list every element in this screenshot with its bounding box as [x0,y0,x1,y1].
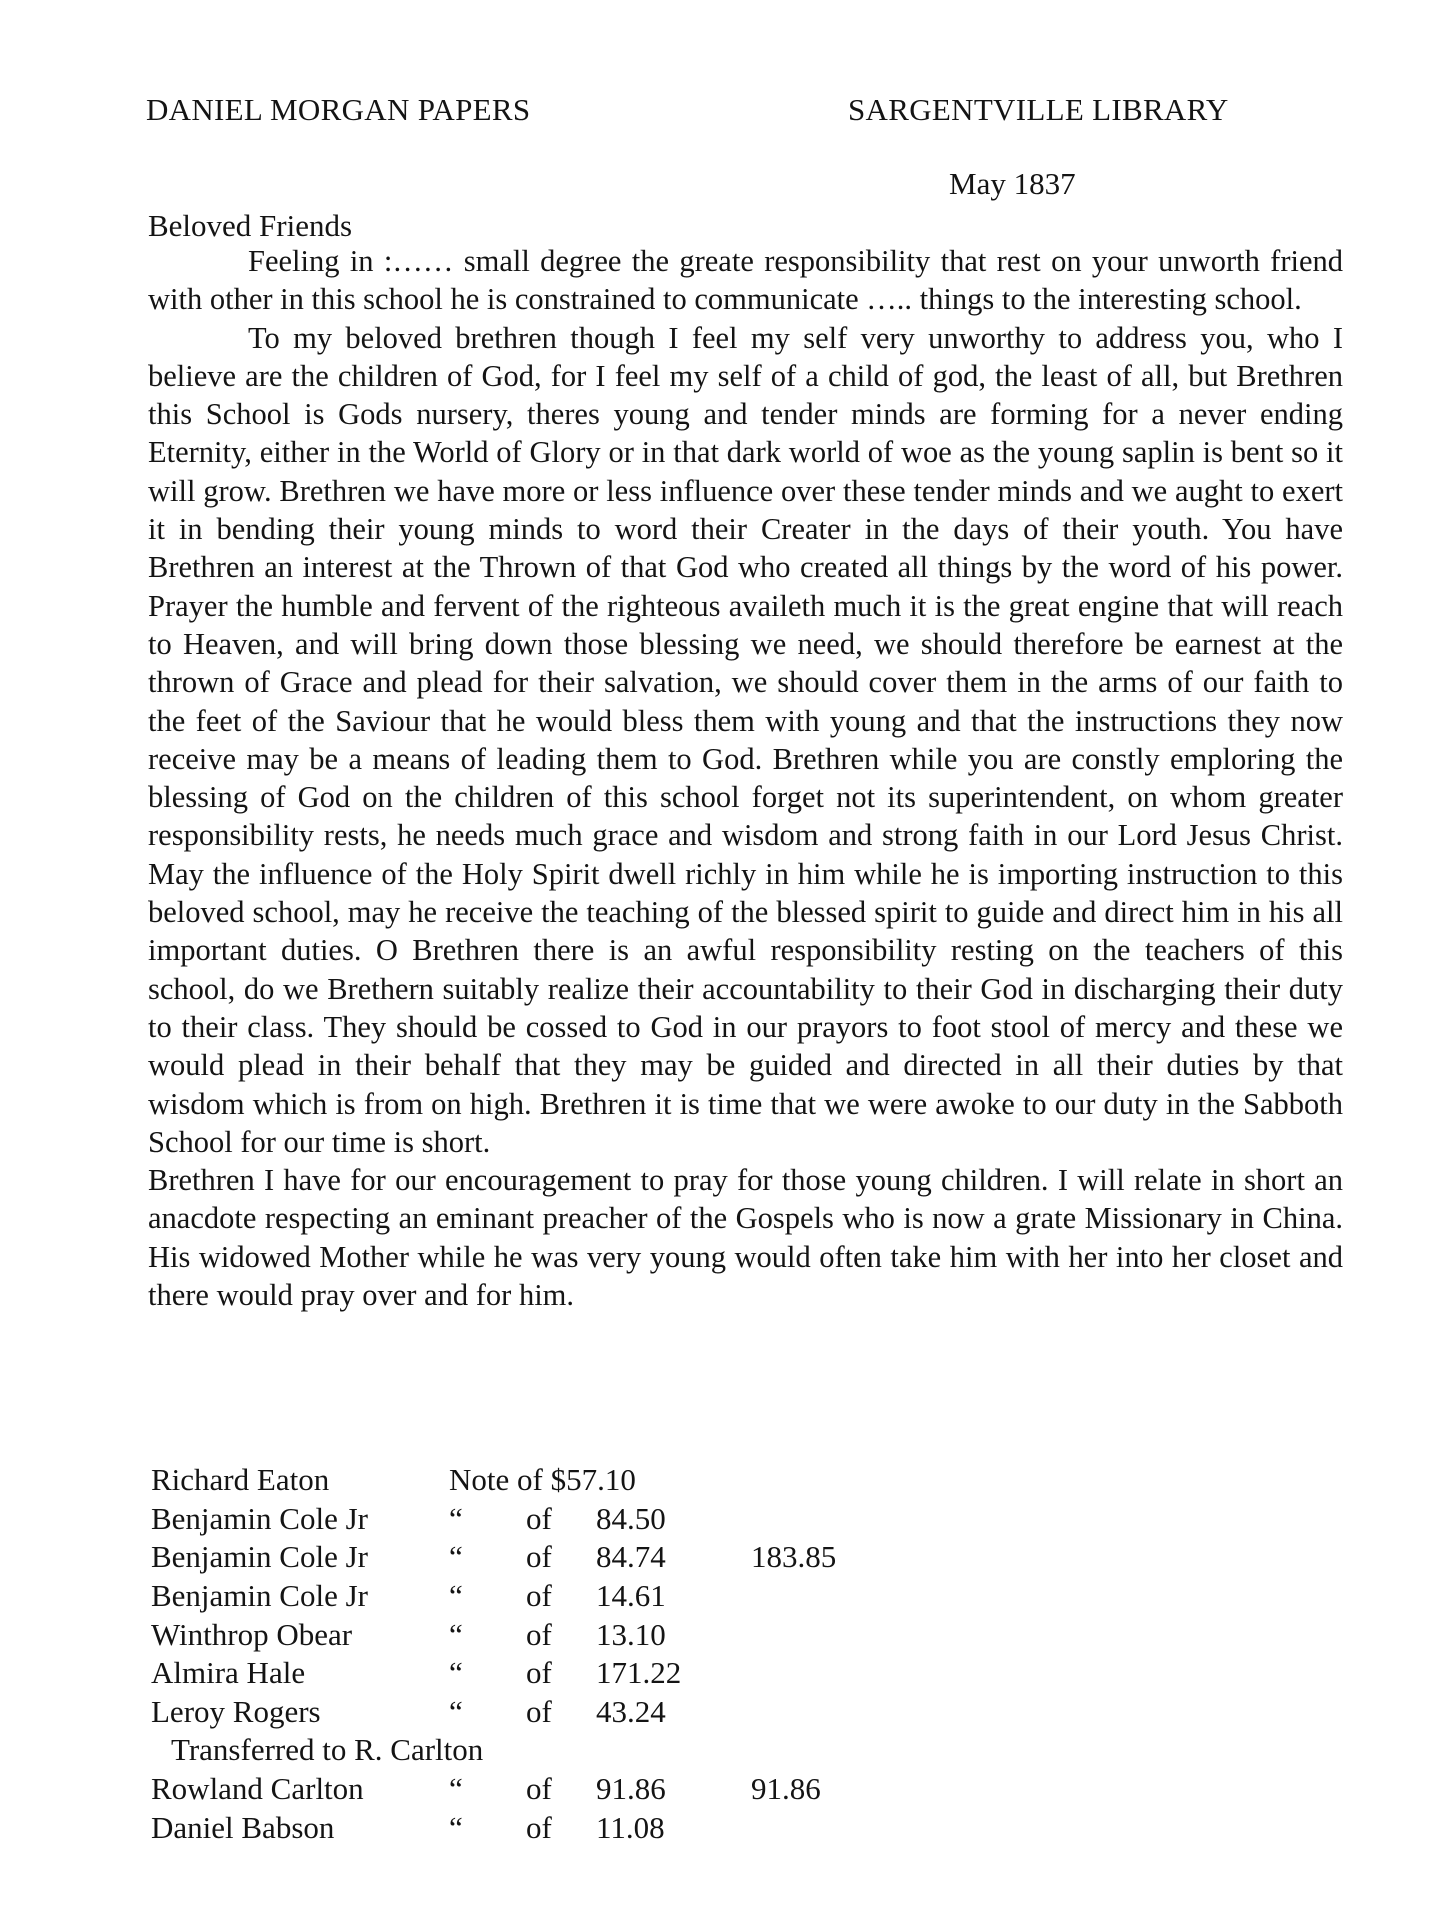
ledger-total: 91.86 [751,1771,821,1807]
paragraph-2: To my beloved brethren though I feel my self very unworthy to address you, who I believe are the children of God, for I feel my self of a child of god, the least of all, but Brethren this School is Gods nursery, theres young and tender minds are forming for a never ending Eternity, either in the World of Glory or in that dark world of woe as the young saplin is bent so it will grow. Brethren we have more or less influence over these tender minds and we aught to exert it in bending their young minds to word their Creater in the days of their youth. You have Brethren an interest at the Thrown of that God who created all things by the word of his power. Prayer the humble and fervent of the righteous availeth much it is the great engine that will reach to Heaven, and will bring down those blessing we need, we should therefore be earnest at the thrown of Grace and plead for their salvation, we should cover them in the arms of our faith to the feet of the Saviour that he would bless them with young and that the instructions they now receive may be a means of leading them to God. Brethren while you are constly emploring the blessing of God on the children of this school forget not its superintendent, on whom greater responsibility rests, he needs much grace and wisdom and strong faith in our Lord Jesus Christ. May the influence of the Holy Spirit dwell richly in him while he is importing instruction to this beloved school, may he receive the teaching of the blessed spirit to guide and direct him in his all important duties. O Brethren there is an awful responsibility resting on the teachers of this school, do we Brethern suitably realize their accountability to their God in discharging their duty to their class. They should be cossed to God in our prayors to foot stool of mercy and these we would plead in their behalf that they may be guided and directed in all their duties by that wisdom which is from on high. Brethren it is time that we were awoke to our duty in the Sabboth School for our time is short. [148,320,1343,1159]
letter-date: May 1837 [949,166,1076,201]
ditto-mark: “ [449,1693,463,1729]
ledger-name: Benjamin Cole Jr [151,1500,368,1536]
ledger-table [151,1461,871,1847]
ditto-mark: “ [449,1809,463,1845]
ledger-of: of [526,1578,552,1614]
ledger-name: Winthrop Obear [151,1616,353,1652]
ditto-mark: “ [449,1578,463,1614]
ledger-of: of [526,1616,552,1652]
ledger-row [151,1615,871,1654]
ledger-row [151,1538,871,1577]
ditto-mark: “ [449,1616,463,1652]
paragraph-3: Brethren I have for our encouragement to pray for those young children. I will relate in short an anacdote respecting an eminant preacher of the Gospels who is now a grate Missionary in China. His widowed Mother while he was very young would often take him with her into her closet and there would pray over and for him. [148,1163,1343,1313]
ledger-name: Benjamin Cole Jr [151,1578,368,1614]
ledger-amount: 13.10 [596,1616,666,1652]
ledger-of: of [526,1539,552,1575]
letter-body [148,242,1343,1314]
ledger-amount: 91.86 [596,1771,666,1807]
ledger-row [151,1654,871,1693]
ledger-name: Leroy Rogers [151,1693,321,1729]
ledger-name: Benjamin Cole Jr [151,1539,368,1575]
ledger-amount: 171.22 [596,1655,682,1691]
transfer-note: Transferred to R. Carlton [171,1732,484,1768]
ledger-of: of [526,1809,552,1845]
ledger-name: Richard Eaton [151,1462,330,1498]
ledger-row [151,1500,871,1539]
ledger-amount: 43.24 [596,1693,666,1729]
ditto-mark: “ [449,1655,463,1691]
ledger-row [151,1461,871,1500]
ditto-mark: “ [449,1771,463,1807]
ledger-of: of [526,1500,552,1536]
ledger-amount: 11.08 [596,1809,665,1845]
ledger-total [751,1808,871,1847]
ledger-name: Rowland Carlton [151,1771,364,1807]
ledger-of: of [526,1693,552,1729]
ledger-total: 183.85 [751,1539,837,1575]
ledger-of: of [526,1655,552,1691]
paragraph-1: Feeling in :…… small degree the greate responsibility that rest on your unworth friend with other in this school he is constrained to communicate ….. things to the interesting school. [148,244,1343,317]
ledger-name: Almira Hale [151,1655,306,1691]
ledger-amount: 14.61 [596,1578,666,1614]
ledger-amount: 84.74 [596,1539,666,1575]
ledger-row [151,1770,871,1809]
ledger-total [751,1693,871,1732]
ledger-total [751,1615,871,1654]
library-name: SARGENTVILLE LIBRARY [848,92,1229,127]
ditto-mark: “ [449,1539,463,1575]
ledger-row [151,1731,871,1770]
ledger-row [151,1693,871,1732]
ledger-note: Note of $57.10 [449,1462,636,1498]
salutation: Beloved Friends [148,208,353,243]
collection-title: DANIEL MORGAN PAPERS [146,92,531,127]
ditto-mark: “ [449,1500,463,1536]
ledger-row [151,1577,871,1616]
ledger-total [751,1577,871,1616]
ledger-total [751,1500,871,1539]
ledger-total [751,1654,871,1693]
ledger-name: Daniel Babson [151,1809,335,1845]
ledger-of: of [526,1771,552,1807]
ledger-amount: 84.50 [596,1500,666,1536]
ledger-row [151,1808,871,1847]
